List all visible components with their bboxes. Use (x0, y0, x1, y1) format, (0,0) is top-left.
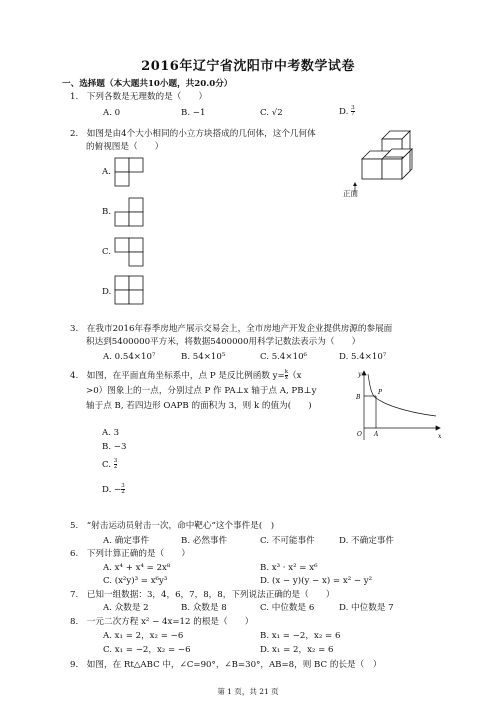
q3-stem-line2: 积达到5400000平方米，将数据5400000用科学记数法表示为（ ） (86, 337, 361, 347)
q5-option-c: C. 不可能事件 (260, 536, 315, 546)
q3-option-b: B. 54×10⁵ (181, 352, 226, 362)
y-axis-label: y (358, 371, 362, 378)
q9-stem: 9. 如图，在 Rt△ABC 中，∠C=90°，∠B=30°，AB=8，则 BC 的长是（ ） (70, 660, 382, 670)
cube-solid-figure (338, 125, 442, 197)
q4-coordinate-graph (354, 368, 444, 442)
q6-option-d: D. (x − y)(y − x) = x² − y² (260, 576, 373, 586)
q2-option-a-figure (113, 156, 157, 188)
q8-option-b: B. x₁ = −2，x₂ = 6 (260, 631, 341, 641)
q4-option-d: D. − $\frac{3}{2}$ (102, 483, 125, 495)
origin-label: O (357, 431, 362, 438)
q4-option-b: B. −3 (102, 442, 127, 452)
q2-stem-line1: 2. 如图是由4个大小相同的小立方块搭成的几何体，这个几何体 (70, 129, 316, 139)
q4-option-a: A. 3 (102, 428, 120, 438)
q3-option-c: C. 5.4×10⁶ (260, 352, 307, 362)
q7-option-b: B. 众数是 8 (181, 603, 227, 613)
section-heading: 一、选择题（本大题共10小题，共20.0分） (62, 79, 233, 89)
q2-option-b: B. (102, 207, 112, 217)
point-b-label: B (356, 394, 361, 401)
q6-option-c: C. (x²y)³ = x⁶y³ (103, 576, 168, 586)
q2-option-a: A. (102, 167, 111, 177)
q1-option-c: C. √2 (260, 108, 283, 118)
q6-stem: 6. 下列计算正确的是（ ） (70, 549, 190, 559)
q2-option-d-figure (113, 274, 157, 308)
q1-stem: 1. 下列各数是无理数的是（ ） (70, 92, 208, 102)
q3-stem-line1: 3. 在我市2016年春季房地产展示交易会上，全市房地产开发企业提供房源的参展面 (70, 324, 393, 334)
q2-option-b-figure (113, 196, 157, 228)
q6-option-b: B. x³ · x² = x⁶ (260, 563, 318, 573)
q7-option-d: D. 中位数是 7 (339, 603, 394, 613)
page-footer: 第 1 页，共 21 页 (217, 687, 279, 696)
q5-option-a: A. 确定事件 (103, 536, 150, 546)
q3-option-d: D. 5.4×10⁷ (339, 352, 387, 362)
q4-option-c: C. $\frac{3}{2}$ (102, 458, 118, 470)
q8-option-c: C. x₁ = −2，x₂ = −6 (103, 645, 191, 655)
q2-option-c-figure (113, 236, 157, 268)
q5-option-d: D. 不确定事件 (339, 536, 395, 546)
q2-stem-line2: 的俯视图是（ ） (86, 142, 164, 152)
q4-stem-line3: 轴于点 B, 若四边形 OAPB 的面积为 3，则 k 的值为( ) (86, 401, 312, 411)
front-view-label: 正面 (343, 189, 358, 198)
q2-option-d: D. (102, 287, 112, 297)
point-a-label: A (374, 431, 379, 438)
q1-option-d: D. $\frac{3}{7}$ (339, 105, 355, 117)
q3-option-a: A. 0.54×10⁷ (103, 352, 156, 362)
q4-stem-line1: 4. 如图，在平面直角坐标系中，点 P 是反比例函数 y= $\frac{k}{x}$ （x (70, 369, 302, 381)
x-axis-label: x (438, 433, 442, 440)
exam-title: 2016年辽宁省沈阳市中考数学试卷 (141, 59, 355, 74)
q2-option-c: C. (102, 247, 112, 257)
q7-option-c: C. 中位数是 6 (260, 603, 315, 613)
q8-stem: 8. 一元二次方程 x² − 4x=12 的根是（ ） (70, 617, 254, 627)
q6-option-a: A. x⁴ + x⁴ = 2x⁸ (103, 563, 171, 573)
point-p-label: P (378, 389, 383, 396)
q4-stem-line2: >0）图象上的一点，分别过点 P 作 PA⊥x 轴于点 A, PB⊥y (86, 386, 317, 396)
q1-option-b: B. −1 (181, 108, 206, 118)
q8-option-a: A. x₁ = 2，x₂ = −6 (103, 631, 184, 641)
q7-option-a: A. 众数是 2 (103, 603, 149, 613)
q5-option-b: B. 必然事件 (181, 536, 228, 546)
q7-stem: 7. 已知一组数据：3，4，6，7，8，8，下列说法正确的是（ ） (70, 590, 335, 600)
q5-stem: 5. “射击运动员射击一次，命中靶心”这个事件是( ) (70, 521, 275, 531)
q8-option-d: D. x₁ = 2，x₂ = 6 (260, 645, 334, 655)
q1-option-a: A. 0 (103, 108, 121, 118)
